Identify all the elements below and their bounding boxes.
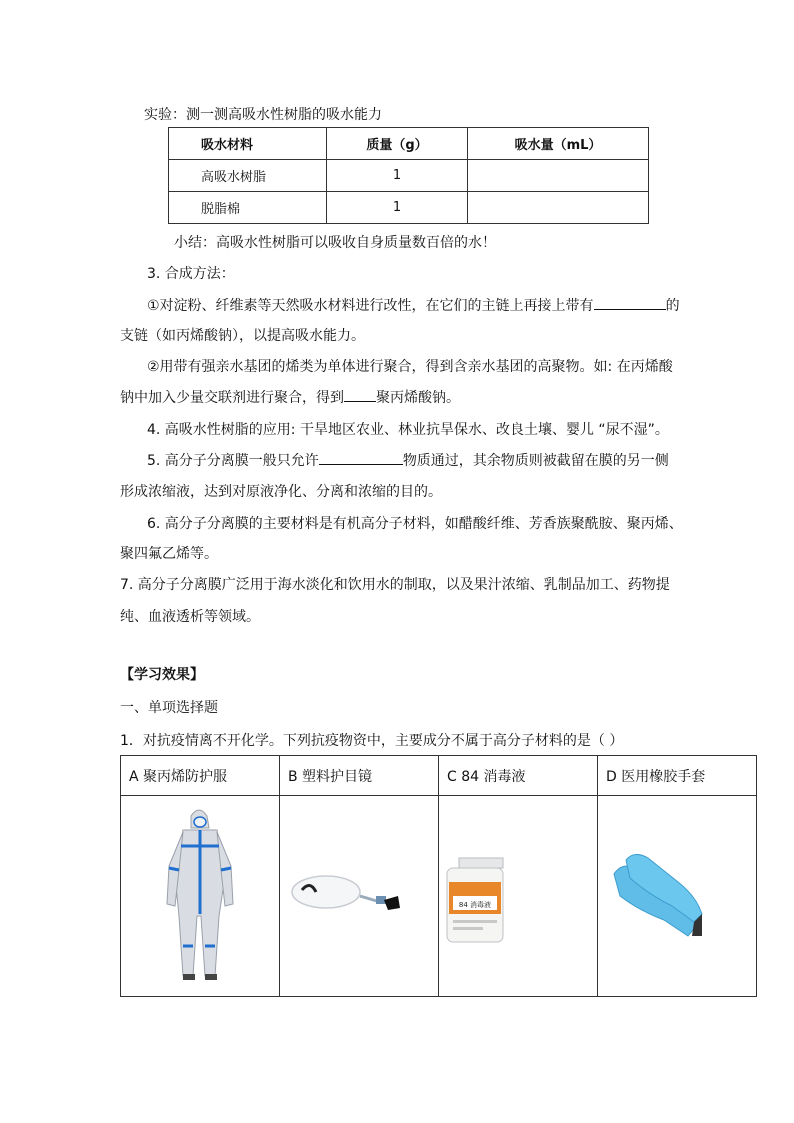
option-b-image-cell [280,796,439,997]
item-7-line-2: 纯、血液透析等领域。 [120,609,260,625]
table-row [169,160,649,192]
method-1-text-a: ①对淀粉、纤维素等天然吸水材料进行改性，在它们的主链上再接上带有 [147,298,594,314]
protective-suit-image [121,796,277,992]
experiment-title: 实验：测一测高吸水性树脂的吸水能力 [144,107,382,123]
table-header-material: 吸水材料 [169,128,327,160]
item-3: 3. 合成方法： [147,266,235,282]
item-6-line-1: 6. 高分子分离膜的主要材料是有机高分子材料，如醋酸纤维、芳香族聚酰胺、聚丙烯、 [147,516,683,532]
method-2-text-b: 聚丙烯酸钠。 [376,390,460,406]
table-cell: 1 [327,160,468,192]
table-cell [468,192,649,224]
method-1-line-2: 支链（如丙烯酸钠），以提高吸水能力。 [120,328,365,344]
question-1: 1．对抗疫情离不开化学。下列抗疫物资中，主要成分不属于高分子材料的是（ ） [120,733,624,749]
subsection-heading: 一、单项选择题 [120,700,218,716]
item-5-line-1 [147,450,669,470]
summary-text: 小结：高吸水性树脂可以吸收自身质量数百倍的水！ [174,235,496,251]
goggles-image [280,796,436,992]
option-d-image-cell [598,796,757,997]
table-header-absorption: 吸水量（mL） [468,128,649,160]
rubber-gloves-image [598,796,754,992]
method-2-line-1: ②用带有强亲水基团的烯类为单体进行聚合，得到含亲水基团的高聚物。如: 在丙烯酸 [147,359,673,375]
table-cell: 1 [327,192,468,224]
fill-blank [319,450,403,465]
option-c-label: C 84 消毒液 [439,756,598,796]
item-5-text-b: 物质通过，其余物质则被截留在膜的另一侧 [402,453,669,469]
options-table [120,755,757,997]
table-cell: 高吸水树脂 [169,160,327,192]
fill-blank [344,387,376,402]
method-2-line-2 [120,387,460,407]
item-6-line-2: 聚四氟乙烯等。 [120,546,218,562]
option-c-image-cell [439,796,598,997]
item-5-text-a: 5. 高分子分离膜一般只允许 [147,453,319,469]
table-header-mass: 质量（g） [327,128,468,160]
option-d-label: D 医用橡胶手套 [598,756,757,796]
section-heading: 【学习效果】 [120,667,204,683]
bottle-label: 84 消毒液 [458,901,492,909]
option-a-image-cell [121,796,280,997]
item-7-line-1: 7. 高分子分离膜广泛用于海水淡化和饮用水的制取，以及果汁浓缩、乳制品加工、药物提 [120,577,670,593]
method-1-line-1 [147,295,680,315]
option-b-label: B 塑料护目镜 [280,756,439,796]
fill-blank [594,295,666,310]
method-1-text-b: 的 [665,298,680,314]
table-cell [468,160,649,192]
table-row [169,192,649,224]
table-cell: 脱脂棉 [169,192,327,224]
item-5-line-2: 形成浓缩液，达到对原液净化、分离和浓缩的目的。 [120,484,442,500]
disinfectant-bottle-image [439,796,595,992]
absorption-table [168,127,649,224]
option-a-label: A 聚丙烯防护服 [121,756,280,796]
item-4: 4. 高吸水性树脂的应用: 干旱地区农业、林业抗旱保水、改良土壤、婴儿 “尿不湿”。 [147,422,669,438]
method-2-text-a: 钠中加入少量交联剂进行聚合，得到 [120,390,344,406]
